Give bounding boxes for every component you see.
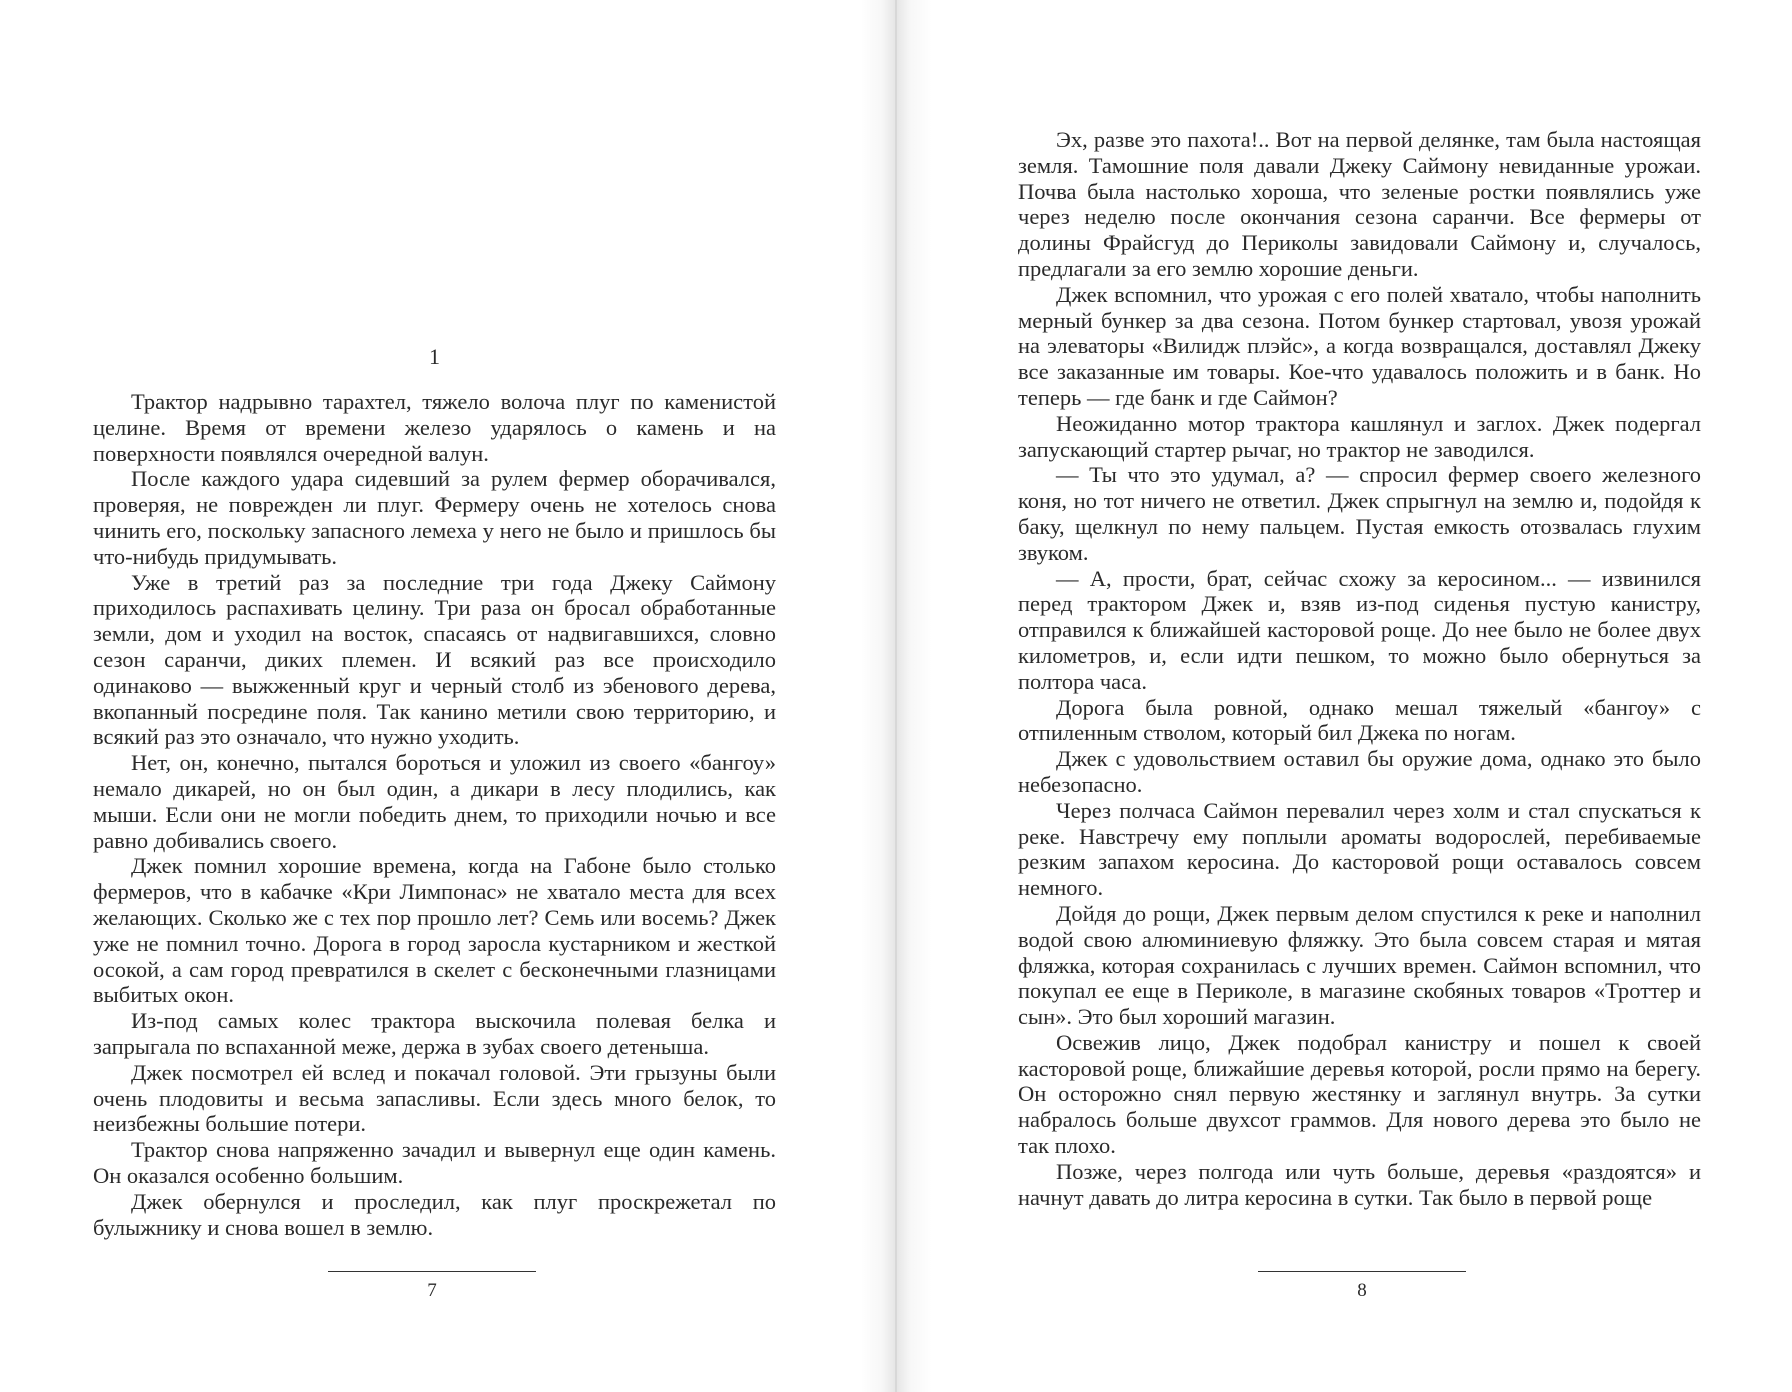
paragraph: Трактор снова напряженно зачадил и вывернул еще один камень. Он оказался особенно большим. — [93, 1137, 776, 1188]
paragraph: Неожиданно мотор трактора кашлянул и заглох. Джек подергал запускающий стартер рычаг, но трактор не заводился. — [1018, 410, 1701, 462]
footer-rule — [328, 1271, 536, 1272]
paragraph: Эх, разве это пахота!.. Вот на первой делянке, там была настоящая земля. Тамошние поля давали Джеку Саймону невиданные урожаи. Почва была настолько хороша, что зеленые ростки появлялись уже через неделю после окончания сезона саранчи. Все фермеры от долины Фрайсгуд до Периколы завидовали Саймону и, случалось, предлагали за его землю хорошие деньги. — [1018, 127, 1701, 281]
paragraph: Дойдя до рощи, Джек первым делом спустился к реке и наполнил водой свою алюминиевую фляжку. Это была совсем старая и мятая фляжка, которая сохранилась с лучших времен. Саймон вспомнил, что покупал ее еще в Периколе, в магазине скобяных товаров «Троттер и сын». Это был хороший магазин. — [1018, 900, 1701, 1030]
chapter-number: 1 — [429, 344, 440, 369]
footer-rule — [1258, 1271, 1466, 1272]
right-page-text — [1018, 127, 1701, 1210]
paragraph: Уже в третий раз за последние три года Джеку Саймону приходилось распахивать целину. Три раза он бросал обработанные земли, дом и уходил на восток, спасаясь от надвигавшихся, словно сезон саранчи, диких племен. И всякий раз все происходило одинаково — выжженный круг и черный столб из эбенового дерева, вкопанный посредине поля. Так канино метили свою территорию, и всякий раз это означало, что нужно уходить. — [93, 569, 776, 750]
paragraph: Трактор надрывно тарахтел, тяжело волоча плуг по каменистой целине. Время от времени железо ударялось о камень и на поверхности появлялся очередной валун. — [93, 389, 776, 466]
paragraph: Через полчаса Саймон перевалил через холм и стал спускаться к реке. Навстречу ему поплыли ароматы водорослей, перебиваемые резким запахом керосина. До касторовой рощи оставалось совсем немного. — [1018, 797, 1701, 901]
paragraph: Джек посмотрел ей вслед и покачал головой. Эти грызуны были очень плодовиты и весьма запасливы. Если здесь много белок, то неизбежны большие потери. — [93, 1059, 776, 1137]
paragraph: Джек обернулся и проследил, как плуг проскрежетал по булыжнику и снова вошел в землю. — [93, 1188, 776, 1240]
left-page-text — [93, 389, 776, 1240]
right-page — [896, 0, 1792, 1392]
paragraph: Нет, он, конечно, пытался бороться и уложил из своего «бангоу» немало дикарей, но он был один, а дикари в лесу плодились, как мыши. Если они не могли победить днем, то приходили ночью и все равно добивались своего. — [93, 750, 776, 853]
paragraph: Из-под самых колес трактора выскочила полевая белка и запрыгала по вспаханной меже, держа в зубах своего детеныша. — [93, 1008, 776, 1059]
paragraph: Джек с удовольствием оставил бы оружие дома, однако это было небезопасно. — [1018, 746, 1701, 797]
paragraph: — А, прости, брат, сейчас схожу за керосином... — извинился перед трактором Джек и, взяв из-под сиденья пустую канистру, отправился к ближайшей касторовой роще. До нее было не более двух километров, и, если идти пешком, то можно было обернуться за полтора часа. — [1018, 565, 1701, 694]
paragraph: После каждого удара сидевший за рулем фермер оборачивался, проверяя, не поврежден ли плуг. Фермеру очень не хотелось снова чинить его, поскольку запасного лемеха у него не было и пришлось бы что-нибудь придумывать. — [93, 466, 776, 569]
paragraph: Джек помнил хорошие времена, когда на Габоне было столько фермеров, что в кабачке «Кри Лимпонас» не хватало места для всех желающих. Сколько же с тех пор прошло лет? Семь или восемь? Джек уже не помнил точно. Дорога в город заросла кустарником и жесткой осокой, а сам город превратился в скелет с бесконечными глазницами выбитых окон. — [93, 853, 776, 1008]
paragraph: — Ты что это удумал, а? — спросил фермер своего железного коня, но тот ничего не ответил. Джек спрыгнул на землю и, подойдя к баку, щелкнул по нему пальцем. Пустая емкость отозвалась глухим звуком. — [1018, 462, 1701, 565]
paragraph: Освежив лицо, Джек подобрал канистру и пошел к своей касторовой роще, ближайшие деревья которой, росли прямо на берегу. Он осторожно снял первую жестянку и заглянул внутрь. За сутки набралось больше двухсот граммов. Для нового дерева это было не так плохо. — [1018, 1029, 1701, 1159]
book-spine-line — [895, 0, 897, 1392]
page-number: 7 — [427, 1280, 437, 1301]
paragraph: Джек вспомнил, что урожая с его полей хватало, чтобы наполнить мерный бункер за два сезона. Потом бункер стартовал, увозя урожай на элеваторы «Вилидж плэйс», а когда возвращался, доставлял Джеку все заказанные им товары. Кое-что удавалось положить и в банк. Но теперь — где банк и где Саймон? — [1018, 281, 1701, 410]
paragraph: Дорога была ровной, однако мешал тяжелый «бангоу» с отпиленным стволом, который бил Джека по ногам. — [1018, 694, 1701, 746]
page-number: 8 — [1357, 1280, 1367, 1301]
paragraph: Позже, через полгода или чуть больше, деревья «раздоятся» и начнут давать до литра керосина в сутки. Так было в первой роще — [1018, 1158, 1701, 1210]
